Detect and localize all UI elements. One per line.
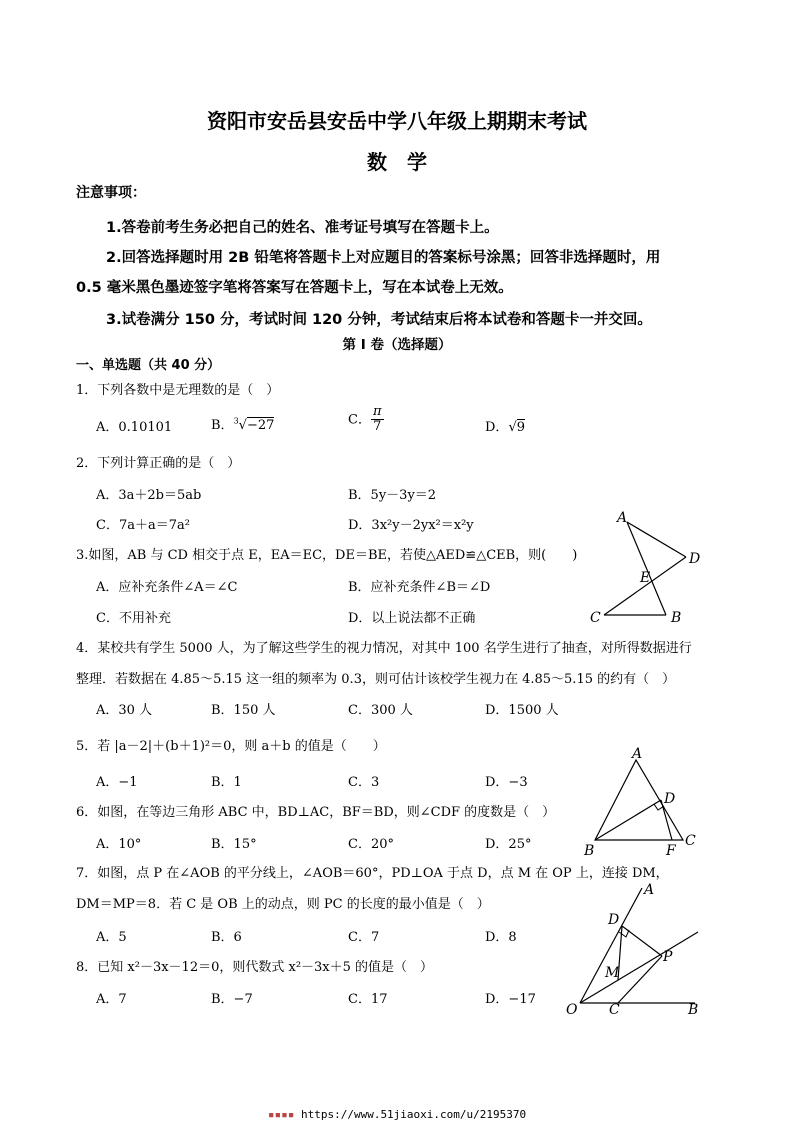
q1-option-c [348,405,384,435]
q4-option-a: A．30 人 [96,703,153,718]
q2-option-a: A．3a＋2b＝5ab [96,488,202,503]
q1-option-d-label: D． [485,420,509,435]
q6-option-b: B．15° [211,837,257,852]
q7-option-a: A．5 [96,930,127,945]
q3-option-c: C．不用补充 [96,611,171,626]
notice-item-2-line-2: 0.5 毫米黑色墨迹签字笔将答案写在答题卡上，写在本试卷上无效。 [76,280,513,296]
q4-option-b: B．150 人 [211,703,276,718]
q4-option-c: C．300 人 [348,703,413,718]
q2-option-d: D．3x²y－2yx²＝x²y [348,518,474,533]
section-title: 一、单选题（共 40 分） [76,358,221,373]
q5-option-c: C．3 [348,775,380,790]
q7-label-o: O [566,1002,578,1018]
part-title: 第 I 卷（选择题） [342,337,452,353]
q1-option-b: B．$^3$√−27 [211,416,275,433]
q7-bisector-op [580,932,698,1003]
q3-stem: 3.如图，AB 与 CD 相交于点 E，EA＝EC，DE＝BE，若使△AED≌△CEB，则( ) [76,548,578,563]
q3-label-c: C [590,610,601,626]
q7-segment-pc [618,956,662,1003]
notice-item-3: 3.试卷满分 150 分，考试时间 120 分钟，考试结束后将本试卷和答题卡一并交回。 [106,312,652,328]
q6-label-b: B [584,843,595,859]
q7-right-angle-mark [619,930,629,937]
q4-option-d: D．1500 人 [485,703,559,718]
q3-label-d: D [689,551,701,567]
q3-figure [580,505,710,630]
q1-option-b-index: 3 [233,416,239,426]
q6-stem: 6．如图，在等边三角形 ABC 中，BD⊥AC，BF＝BD，则∠CDF 的度数是（ ） [76,805,556,820]
q8-option-a: A．7 [96,992,127,1007]
q5-option-b: B．1 [211,775,242,790]
q3-option-a: A．应补充条件∠A＝∠C [96,580,238,595]
notice-item-1: 1.答卷前考生务必把自己的姓名、准考证号填写在答题卡上。 [106,220,499,236]
q1-option-d: D．√9 [485,420,526,435]
q1-stem: 1．下列各数中是无理数的是（ ） [76,383,280,398]
q1-option-b-label: B． [211,418,234,433]
notice-heading: 注意事项： [76,185,146,201]
subject-title: 数 学 [367,150,427,174]
q7-label-c: C [609,1002,620,1018]
footer-url[interactable]: https://www.51jiaoxi.com/u/2195370 [300,1108,527,1121]
q1-option-c-fraction [371,405,384,435]
page-title: 资阳市安岳县安岳中学八年级上期期末考试 [207,109,587,133]
q7-option-b: B．6 [211,930,242,945]
q7-option-d: D．8 [485,930,517,945]
q6-option-c: C．20° [348,837,394,852]
q3-option-d: D．以上说法都不正确 [348,611,476,626]
q5-option-d: D．−3 [485,775,528,790]
q3-label-e: E [640,570,651,586]
q3-segment-ad [627,522,686,557]
q7-segment-dp [622,926,662,956]
q4-line-1: 4．某校共有学生 5000 人，为了解这些学生的视力情况，对其中 100 名学生进行了抽查，对所得数据进行 [76,641,692,656]
q8-option-d: D．−17 [485,992,536,1007]
q6-option-d: D．25° [485,837,532,852]
q2-option-b: B．5y－3y＝2 [348,488,437,503]
q8-option-b: B．−7 [211,992,253,1007]
q1-option-c-label: C． [348,412,371,428]
q7-label-a: A [644,882,655,898]
q7-label-p: P [663,949,673,965]
q7-line-1: 7．如图，点 P 在∠AOB 的平分线上，∠AOB＝60°，PD⊥OA 于点 D，点 M 在 OP 上，连接 DM， [76,866,669,881]
q1-option-d-radicand: 9 [516,420,526,435]
q3-label-a: A [617,510,628,526]
q6-label-f: F [666,843,676,859]
q6-label-a: A [632,746,643,762]
footer [0,1108,794,1121]
q1-option-c-numerator: π [372,404,382,419]
q2-stem: 2．下列计算正确的是（ ） [76,456,241,471]
q3-segment-ab [627,522,666,615]
q4-line-2: 整理．若数据在 4.85～5.15 这一组的频率为 0.3，则可估计该校学生视力在 4.85～5.15 的约有（ ） [76,672,676,687]
q1-option-a: A．0.10101 [96,420,173,435]
q8-stem: 8．已知 x²－3x－12＝0，则代数式 x²－3x＋5 的值是（ ） [76,960,434,975]
q3-option-b: B．应补充条件∠B＝∠D [348,580,491,595]
q5-option-a: A．−1 [96,775,138,790]
q7-figure [560,880,710,1025]
footer-logo: ▪▪▪▪ [267,1108,295,1121]
q6-figure [578,745,703,860]
q7-label-m: M [605,965,620,981]
notice-item-2-line-1: 2.回答选择题时用 2B 铅笔将答题卡上对应题目的答案标号涂黑；回答非选择题时，用 [106,250,661,266]
q7-ray-oa [580,888,642,1003]
q6-label-c: C [685,833,696,849]
q3-label-b: B [671,610,682,626]
q6-option-a: A．10° [96,837,142,852]
q6-label-d: D [664,791,676,807]
q8-option-c: C．17 [348,992,388,1007]
q1-option-b-radicand: −27 [246,418,275,433]
q7-label-b: B [688,1002,699,1018]
q7-label-d: D [608,912,620,928]
q5-stem: 5．若 |a－2|＋(b＋1)²＝0，则 a＋b 的值是（ ） [76,739,386,754]
q7-line-2: DM＝MP＝8．若 C 是 OB 上的动点，则 PC 的长度的最小值是（ ） [76,897,490,912]
q1-option-c-denominator: 7 [373,419,382,435]
q2-option-c: C．7a＋a＝7a² [96,518,190,533]
q7-option-c: C．7 [348,930,380,945]
